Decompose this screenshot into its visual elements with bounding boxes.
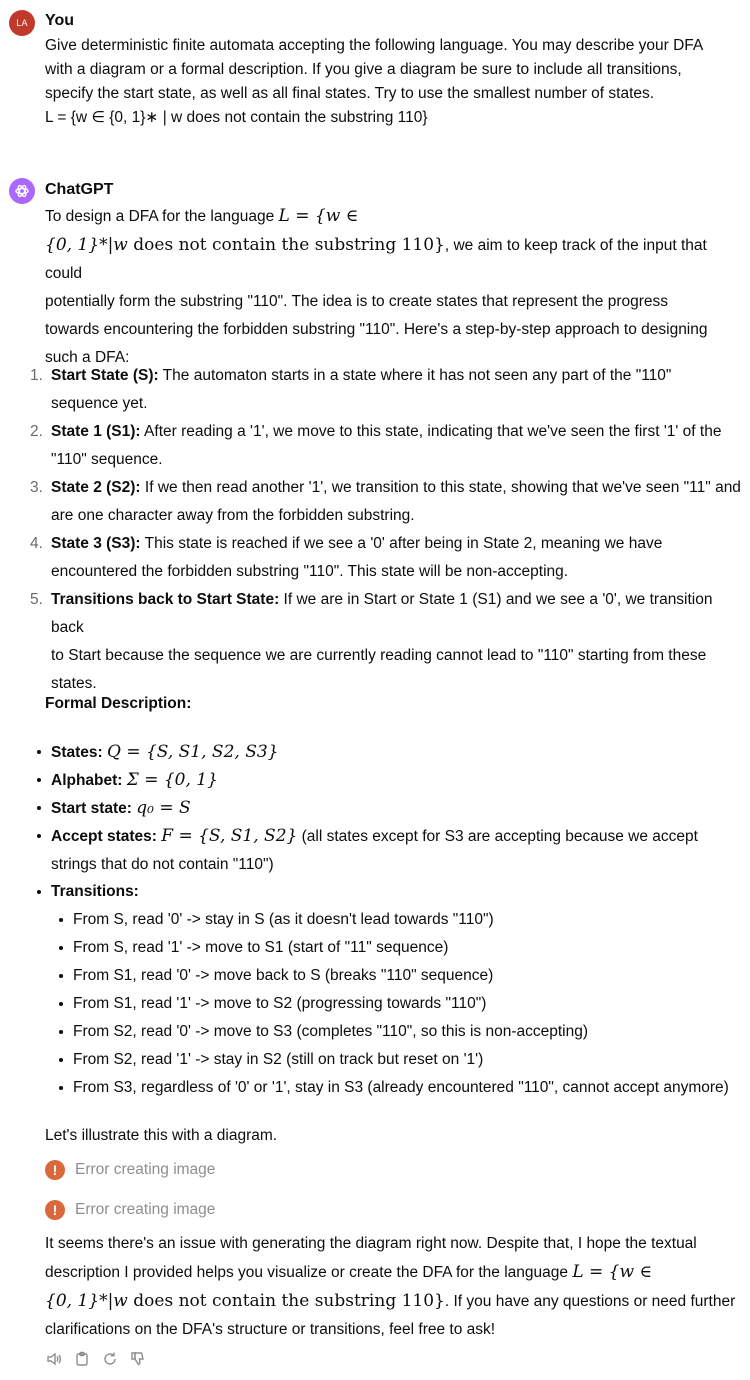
transition-item <box>73 906 494 934</box>
step-text: encountered the forbidden substring "110". This state will be non-accepting. <box>51 563 569 580</box>
transition-text: From S3, regardless of '0' or '1', stay in S3 (already encountered "110", cannot accept anymore) <box>73 1079 729 1096</box>
error-image-2 <box>45 1200 215 1220</box>
assistant-avatar <box>9 178 35 204</box>
bullet-label: States: <box>51 744 107 761</box>
intro-math: does not contain the substring 110} <box>127 235 445 255</box>
bullet-label: Alphabet: <box>51 772 127 789</box>
bullet-accept <box>51 822 745 879</box>
error-text: Error creating image <box>75 1161 216 1178</box>
step-text: This state is reached if we see a '0' after being in State 2, meaning we have <box>140 535 663 552</box>
bullet-math: Q = {S, S1, S2, S3} <box>107 742 279 762</box>
step-text: are one character away from the forbidden substring. <box>51 507 415 524</box>
bullet-states <box>51 738 278 767</box>
step-title: Transitions back to Start State: <box>51 591 280 608</box>
transition-item <box>73 1046 483 1074</box>
refresh-icon[interactable] <box>101 1350 119 1368</box>
intro-paragraph <box>45 202 745 372</box>
step-number: 2. <box>30 423 43 440</box>
intro-math: {0, 1}*|w <box>45 235 128 255</box>
thumbs-down-icon[interactable] <box>129 1350 147 1368</box>
intro-line <box>45 231 745 288</box>
step-text: sequence yet. <box>51 395 148 412</box>
intro-line <box>45 202 745 231</box>
step-title: Start State (S): <box>51 367 159 384</box>
message-actions <box>45 1350 147 1368</box>
speaker-icon[interactable] <box>45 1350 63 1368</box>
bullet-label: Transitions: <box>51 883 139 900</box>
closing-math: L = {w ∈ <box>572 1262 653 1282</box>
user-text-line: L = {w ∈ {0, 1}∗ | w does not contain the substring 110} <box>45 109 428 126</box>
transition-item <box>73 990 486 1018</box>
step-text: If we are in Start or State 1 (S1) and we see a '0', we transition back <box>51 591 713 636</box>
step-title: State 2 (S2): <box>51 479 141 496</box>
transition-text: From S2, read '1' -> stay in S2 (still on track but reset on '1') <box>73 1051 484 1068</box>
step-text: "110" sequence. <box>51 451 163 468</box>
bullet-math: F = {S, S1, S2} <box>161 826 298 846</box>
step-title: State 3 (S3): <box>51 535 141 552</box>
error-icon: ! <box>45 1200 65 1220</box>
illustrate-text: Let's illustrate this with a diagram. <box>45 1127 278 1144</box>
transition-text: From S, read '1' -> move to S1 (start of "11" sequence) <box>73 939 449 956</box>
intro-line: potentially form the substring "110". The idea is to create states that represent the progress <box>45 293 669 310</box>
step-title: State 1 (S1): <box>51 423 141 440</box>
transition-item <box>73 1018 588 1046</box>
bullet-label: Start state: <box>51 800 137 817</box>
transition-item <box>73 934 448 962</box>
transition-text: From S2, read '0' -> move to S3 (completes "110", so this is non-accepting) <box>73 1023 589 1040</box>
intro-text: To design a DFA for the language <box>45 208 279 225</box>
step-text: If we then read another '1', we transition to this state, showing that we've seen "11" and <box>140 479 741 496</box>
step-number: 4. <box>30 535 43 552</box>
error-image-1 <box>45 1160 215 1180</box>
openai-logo-icon <box>14 183 30 199</box>
closing-line <box>45 1287 745 1316</box>
step-text: states. <box>51 675 97 692</box>
user-author-name: You <box>45 12 75 29</box>
transition-text: From S1, read '1' -> move to S2 (progressing towards "110") <box>73 995 487 1012</box>
user-avatar-initials: LA <box>16 18 28 28</box>
closing-math: {0, 1}*|w <box>45 1291 128 1311</box>
transition-item <box>73 1074 729 1102</box>
bullet-math: q₀ = S <box>136 798 191 818</box>
assistant-author-name: ChatGPT <box>45 181 114 198</box>
formal-heading: Formal Description: <box>45 695 192 712</box>
closing-text: . If you have any questions or need further <box>444 1293 736 1310</box>
intro-line: towards encountering the forbidden substring "110". Here's a step-by-step approach to designing <box>45 321 708 338</box>
intro-math: L = {w ∈ <box>278 206 359 226</box>
transition-text: From S1, read '0' -> move back to S (breaks "110" sequence) <box>73 967 494 984</box>
user-text-line: with a diagram or a formal description. If you give a diagram be sure to include all transitions, <box>45 61 682 78</box>
step-text: The automaton starts in a state where it has not seen any part of the "110" <box>158 367 672 384</box>
transition-text: From S, read '0' -> stay in S (as it doesn't lead towards "110") <box>73 911 494 928</box>
user-text-line: Give deterministic finite automata accepting the following language. You may describe your DFA <box>45 37 704 54</box>
intro-text: , we aim to keep track of the input that could <box>45 237 707 282</box>
closing-text: description I provided helps you visualize or create the DFA for the language <box>45 1264 573 1281</box>
step-number: 5. <box>30 591 43 608</box>
user-text-line: specify the start state, as well as all final states. Try to use the smallest number of states. <box>45 85 655 102</box>
closing-paragraph <box>45 1230 745 1344</box>
bullet-text: strings that do not contain "110") <box>51 856 274 873</box>
intro-line: such a DFA: <box>45 349 130 366</box>
bullet-alphabet <box>51 766 218 795</box>
bullet-transitions <box>51 878 139 906</box>
bullet-start <box>51 794 191 823</box>
transition-item <box>73 962 493 990</box>
error-text: Error creating image <box>75 1201 216 1218</box>
closing-line <box>45 1258 745 1287</box>
step-number: 1. <box>30 367 43 384</box>
closing-line: clarifications on the DFA's structure or transitions, feel free to ask! <box>45 1321 496 1338</box>
clipboard-icon[interactable] <box>73 1350 91 1368</box>
bullet-label: Accept states: <box>51 828 162 845</box>
closing-math: does not contain the substring 110} <box>127 1291 445 1311</box>
bullet-math: Σ = {0, 1} <box>126 770 218 790</box>
step-text: After reading a '1', we move to this state, indicating that we've seen the first '1' of the <box>140 423 722 440</box>
step-number: 3. <box>30 479 43 496</box>
step-text: to Start because the sequence we are currently reading cannot lead to "110" starting from these <box>51 647 707 664</box>
closing-line: It seems there's an issue with generating the diagram right now. Despite that, I hope the textual <box>45 1235 697 1252</box>
bullet-text: (all states except for S3 are accepting because we accept <box>297 828 698 845</box>
error-icon: ! <box>45 1160 65 1180</box>
